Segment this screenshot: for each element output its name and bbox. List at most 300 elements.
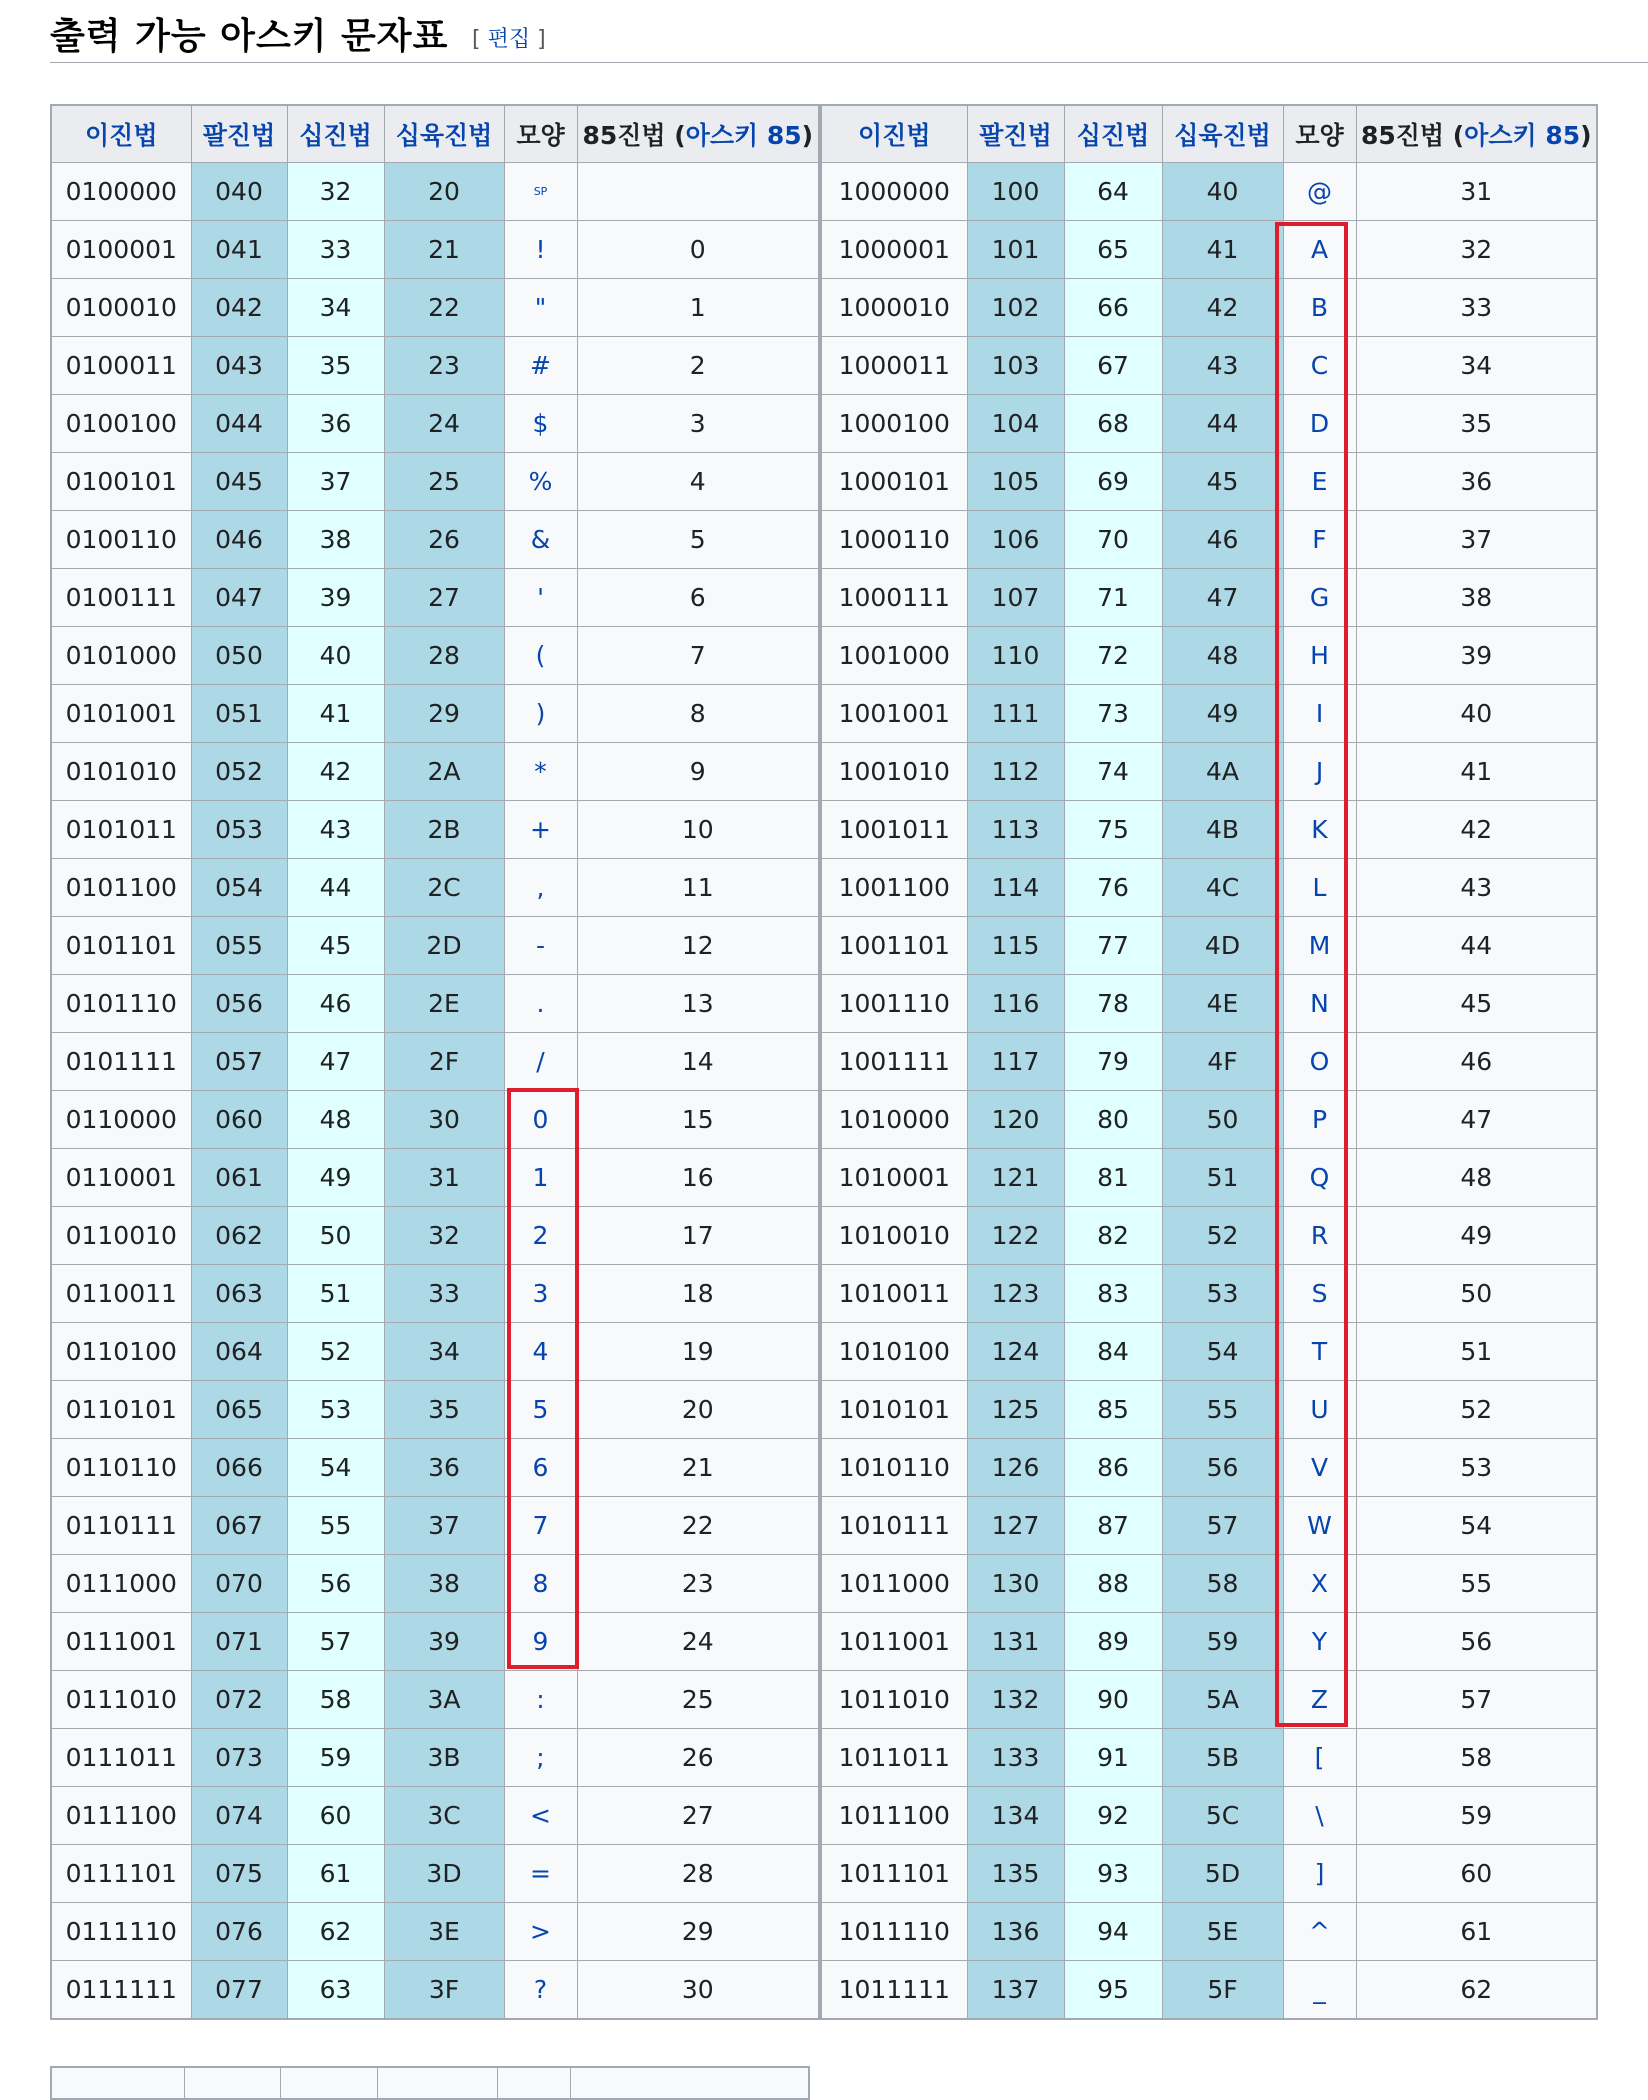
decimal-cell: 51 — [287, 1265, 384, 1323]
octal-cell: 111 — [967, 685, 1064, 743]
header-row — [821, 105, 1597, 163]
octal-cell: 137 — [967, 1961, 1064, 2020]
hex-cell: 27 — [384, 569, 504, 627]
hex-cell: 4E — [1162, 975, 1283, 1033]
hex-cell: 50 — [1162, 1091, 1283, 1149]
table-row — [821, 279, 1597, 337]
base85-cell: 23 — [577, 1555, 819, 1613]
base85-cell: 10 — [577, 801, 819, 859]
base85-cell: 4 — [577, 453, 819, 511]
table-row — [821, 221, 1597, 279]
octal-cell: 053 — [191, 801, 287, 859]
glyph-cell[interactable]: L — [1283, 859, 1356, 917]
table-row — [51, 1149, 819, 1207]
glyph-cell[interactable]: R — [1283, 1207, 1356, 1265]
hex-cell: 4C — [1162, 859, 1283, 917]
octal-cell: 120 — [967, 1091, 1064, 1149]
hex-cell: 44 — [1162, 395, 1283, 453]
table-row — [821, 511, 1597, 569]
hex-cell: 53 — [1162, 1265, 1283, 1323]
table-row — [51, 395, 819, 453]
header-decimal[interactable] — [287, 105, 384, 163]
binary-cell: 0101101 — [51, 917, 191, 975]
table-row — [821, 1903, 1597, 1961]
decimal-cell: 65 — [1064, 221, 1162, 279]
decimal-cell: 71 — [1064, 569, 1162, 627]
header-decimal-link[interactable]: 십진법 — [299, 121, 372, 150]
glyph-cell[interactable]: Z — [1283, 1671, 1356, 1729]
hex-cell: 25 — [384, 453, 504, 511]
base85-cell: 39 — [1356, 627, 1597, 685]
glyph-cell[interactable]: = — [504, 1845, 577, 1903]
decimal-cell: 52 — [287, 1323, 384, 1381]
hex-cell: 28 — [384, 627, 504, 685]
hex-cell: 55 — [1162, 1381, 1283, 1439]
ascii-table-right — [820, 104, 1598, 2020]
decimal-cell: 48 — [287, 1091, 384, 1149]
hex-cell: 45 — [1162, 453, 1283, 511]
binary-cell: 0111000 — [51, 1555, 191, 1613]
octal-cell: 054 — [191, 859, 287, 917]
base85-cell: 41 — [1356, 743, 1597, 801]
header-base85 — [1356, 105, 1597, 163]
glyph-cell[interactable]: ; — [504, 1729, 577, 1787]
next-table-top-edge — [50, 2066, 810, 2100]
binary-cell: 1001011 — [821, 801, 967, 859]
base85-cell: 38 — [1356, 569, 1597, 627]
glyph-cell[interactable]: U — [1283, 1381, 1356, 1439]
hex-cell: 23 — [384, 337, 504, 395]
table-row — [51, 1845, 819, 1903]
hex-cell: 26 — [384, 511, 504, 569]
binary-cell: 1011010 — [821, 1671, 967, 1729]
glyph-cell[interactable]: 6 — [504, 1439, 577, 1497]
table-row — [51, 1555, 819, 1613]
binary-cell: 0110100 — [51, 1323, 191, 1381]
glyph-cell[interactable]: B — [1283, 279, 1356, 337]
glyph-cell[interactable]: / — [504, 1033, 577, 1091]
table-row — [821, 1845, 1597, 1903]
table-row — [821, 1265, 1597, 1323]
decimal-cell: 78 — [1064, 975, 1162, 1033]
hex-cell: 48 — [1162, 627, 1283, 685]
decimal-cell: 40 — [287, 627, 384, 685]
binary-cell: 1001111 — [821, 1033, 967, 1091]
binary-cell: 0110010 — [51, 1207, 191, 1265]
hex-cell: 30 — [384, 1091, 504, 1149]
glyph-cell[interactable]: : — [504, 1671, 577, 1729]
binary-cell: 0101111 — [51, 1033, 191, 1091]
glyph-cell[interactable]: D — [1283, 395, 1356, 453]
header-hex-link[interactable]: 십육진법 — [1174, 121, 1271, 150]
decimal-cell: 37 — [287, 453, 384, 511]
decimal-cell: 74 — [1064, 743, 1162, 801]
header-base85 — [577, 105, 819, 163]
glyph-cell[interactable]: K — [1283, 801, 1356, 859]
glyph-cell[interactable]: + — [504, 801, 577, 859]
octal-cell: 112 — [967, 743, 1064, 801]
glyph-cell[interactable]: , — [504, 859, 577, 917]
decimal-cell: 94 — [1064, 1903, 1162, 1961]
glyph-cell[interactable]: W — [1283, 1497, 1356, 1555]
glyph-cell[interactable]: Q — [1283, 1149, 1356, 1207]
table-row — [51, 453, 819, 511]
binary-cell: 0101011 — [51, 801, 191, 859]
octal-cell: 105 — [967, 453, 1064, 511]
table-row — [821, 163, 1597, 221]
hex-cell: 59 — [1162, 1613, 1283, 1671]
glyph-cell[interactable]: A — [1283, 221, 1356, 279]
glyph-cell[interactable]: 0 — [504, 1091, 577, 1149]
base85-cell: 51 — [1356, 1323, 1597, 1381]
glyph-cell[interactable]: H — [1283, 627, 1356, 685]
binary-cell: 1001001 — [821, 685, 967, 743]
base85-cell: 45 — [1356, 975, 1597, 1033]
glyph-cell[interactable]: 4 — [504, 1323, 577, 1381]
binary-cell: 1001101 — [821, 917, 967, 975]
binary-cell: 0110110 — [51, 1439, 191, 1497]
glyph-cell[interactable]: _ — [1283, 1961, 1356, 2020]
header-binary[interactable] — [821, 105, 967, 163]
base85-cell: 36 — [1356, 453, 1597, 511]
decimal-cell: 53 — [287, 1381, 384, 1439]
glyph-cell[interactable]: # — [504, 337, 577, 395]
table-row — [51, 1381, 819, 1439]
decimal-cell: 90 — [1064, 1671, 1162, 1729]
base85-cell: 44 — [1356, 917, 1597, 975]
binary-cell: 1000110 — [821, 511, 967, 569]
table-row — [51, 627, 819, 685]
glyph-cell[interactable]: I — [1283, 685, 1356, 743]
base85-cell: 14 — [577, 1033, 819, 1091]
glyph-cell[interactable]: - — [504, 917, 577, 975]
octal-cell: 064 — [191, 1323, 287, 1381]
hex-cell: 49 — [1162, 685, 1283, 743]
hex-cell: 42 — [1162, 279, 1283, 337]
glyph-cell[interactable]: [ — [1283, 1729, 1356, 1787]
table-row — [51, 1265, 819, 1323]
table-row — [821, 859, 1597, 917]
octal-cell: 117 — [967, 1033, 1064, 1091]
decimal-cell: 33 — [287, 221, 384, 279]
hex-cell: 21 — [384, 221, 504, 279]
binary-cell: 0100100 — [51, 395, 191, 453]
decimal-cell: 85 — [1064, 1381, 1162, 1439]
table-row — [51, 1671, 819, 1729]
octal-cell: 123 — [967, 1265, 1064, 1323]
base85-cell: 3 — [577, 395, 819, 453]
octal-cell: 116 — [967, 975, 1064, 1033]
table-row — [51, 1787, 819, 1845]
ascii-table-left — [50, 104, 820, 2020]
table-row — [821, 1555, 1597, 1613]
decimal-cell: 54 — [287, 1439, 384, 1497]
edit-link[interactable]: 편집 — [487, 27, 531, 52]
base85-cell: 18 — [577, 1265, 819, 1323]
table-row — [821, 1729, 1597, 1787]
hex-cell: 2D — [384, 917, 504, 975]
glyph-cell[interactable]: S — [1283, 1265, 1356, 1323]
octal-cell: 131 — [967, 1613, 1064, 1671]
header-base85-suffix: ) — [1580, 121, 1592, 150]
header-hex[interactable] — [1162, 105, 1283, 163]
hex-cell: 5B — [1162, 1729, 1283, 1787]
header-base85-link[interactable]: 아스키 85 — [1464, 121, 1581, 150]
hex-cell: 39 — [384, 1613, 504, 1671]
header-binary[interactable] — [51, 105, 191, 163]
decimal-cell: 50 — [287, 1207, 384, 1265]
octal-cell: 074 — [191, 1787, 287, 1845]
edit-bracket-open: [ — [472, 27, 481, 52]
binary-cell: 0110011 — [51, 1265, 191, 1323]
base85-cell: 1 — [577, 279, 819, 337]
glyph-cell[interactable]: ( — [504, 627, 577, 685]
glyph-cell[interactable]: F — [1283, 511, 1356, 569]
glyph-cell[interactable]: * — [504, 743, 577, 801]
header-binary-link[interactable]: 이진법 — [858, 121, 931, 150]
decimal-cell: 57 — [287, 1613, 384, 1671]
glyph-cell[interactable]: @ — [1283, 163, 1356, 221]
hex-cell: 47 — [1162, 569, 1283, 627]
glyph-cell[interactable]: X — [1283, 1555, 1356, 1613]
glyph-cell[interactable]: 5 — [504, 1381, 577, 1439]
octal-cell: 052 — [191, 743, 287, 801]
table-row — [821, 1207, 1597, 1265]
glyph-cell[interactable]: . — [504, 975, 577, 1033]
header-octal-link[interactable]: 팔진법 — [202, 121, 276, 150]
table-row — [51, 1903, 819, 1961]
hex-cell: 5D — [1162, 1845, 1283, 1903]
hex-cell: 4B — [1162, 801, 1283, 859]
hex-cell: 24 — [384, 395, 504, 453]
binary-cell: 0101100 — [51, 859, 191, 917]
glyph-cell[interactable]: ! — [504, 221, 577, 279]
decimal-cell: 32 — [287, 163, 384, 221]
table-row — [51, 1961, 819, 2020]
decimal-cell: 68 — [1064, 395, 1162, 453]
glyph-cell[interactable]: V — [1283, 1439, 1356, 1497]
base85-cell: 54 — [1356, 1497, 1597, 1555]
glyph-cell[interactable]: 8 — [504, 1555, 577, 1613]
hex-cell: 32 — [384, 1207, 504, 1265]
base85-cell: 55 — [1356, 1555, 1597, 1613]
table-row — [51, 337, 819, 395]
binary-cell: 1011111 — [821, 1961, 967, 2020]
base85-cell: 29 — [577, 1903, 819, 1961]
base85-cell: 48 — [1356, 1149, 1597, 1207]
base85-cell: 19 — [577, 1323, 819, 1381]
section-heading — [50, 0, 1648, 63]
base85-cell: 0 — [577, 221, 819, 279]
base85-cell: 30 — [577, 1961, 819, 2020]
octal-cell: 067 — [191, 1497, 287, 1555]
base85-cell: 16 — [577, 1149, 819, 1207]
glyph-cell[interactable]: 2 — [504, 1207, 577, 1265]
glyph-cell[interactable]: SP — [504, 163, 577, 221]
binary-cell: 0110000 — [51, 1091, 191, 1149]
decimal-cell: 35 — [287, 337, 384, 395]
decimal-cell: 42 — [287, 743, 384, 801]
table-row — [821, 395, 1597, 453]
header-glyph: 모양 — [1283, 105, 1356, 163]
table-row — [51, 743, 819, 801]
glyph-cell[interactable]: P — [1283, 1091, 1356, 1149]
glyph-cell[interactable]: ^ — [1283, 1903, 1356, 1961]
glyph-cell[interactable]: < — [504, 1787, 577, 1845]
glyph-cell[interactable]: N — [1283, 975, 1356, 1033]
table-row — [51, 279, 819, 337]
glyph-cell[interactable]: 9 — [504, 1613, 577, 1671]
header-base85-link[interactable]: 아스키 85 — [685, 121, 802, 150]
glyph-cell[interactable]: ' — [504, 569, 577, 627]
table-row — [51, 569, 819, 627]
glyph-cell[interactable]: 7 — [504, 1497, 577, 1555]
header-row — [51, 105, 819, 163]
octal-cell: 047 — [191, 569, 287, 627]
octal-cell: 041 — [191, 221, 287, 279]
base85-cell: 62 — [1356, 1961, 1597, 2020]
binary-cell: 0100101 — [51, 453, 191, 511]
decimal-cell: 66 — [1064, 279, 1162, 337]
header-decimal[interactable] — [1064, 105, 1162, 163]
base85-cell: 33 — [1356, 279, 1597, 337]
hex-cell: 4D — [1162, 917, 1283, 975]
octal-cell: 072 — [191, 1671, 287, 1729]
table-row — [51, 975, 819, 1033]
table-row — [821, 743, 1597, 801]
binary-cell: 1011110 — [821, 1903, 967, 1961]
glyph-cell[interactable]: & — [504, 511, 577, 569]
decimal-cell: 36 — [287, 395, 384, 453]
octal-cell: 107 — [967, 569, 1064, 627]
glyph-cell[interactable]: % — [504, 453, 577, 511]
header-octal-link[interactable]: 팔진법 — [979, 121, 1052, 150]
table-row — [821, 1787, 1597, 1845]
binary-cell: 1000111 — [821, 569, 967, 627]
glyph-cell[interactable]: E — [1283, 453, 1356, 511]
table-row — [51, 685, 819, 743]
table-row — [821, 453, 1597, 511]
hex-cell: 41 — [1162, 221, 1283, 279]
header-octal[interactable] — [191, 105, 287, 163]
header-hex[interactable] — [384, 105, 504, 163]
octal-cell: 136 — [967, 1903, 1064, 1961]
table-row — [821, 569, 1597, 627]
table-row — [51, 1207, 819, 1265]
glyph-cell[interactable]: O — [1283, 1033, 1356, 1091]
binary-cell: 1010000 — [821, 1091, 967, 1149]
binary-cell: 1010110 — [821, 1439, 967, 1497]
glyph-cell[interactable]: C — [1283, 337, 1356, 395]
octal-cell: 062 — [191, 1207, 287, 1265]
hex-cell: 40 — [1162, 163, 1283, 221]
octal-cell: 132 — [967, 1671, 1064, 1729]
glyph-cell[interactable]: \ — [1283, 1787, 1356, 1845]
table-row — [51, 511, 819, 569]
decimal-cell: 67 — [1064, 337, 1162, 395]
header-binary-link[interactable]: 이진법 — [85, 121, 158, 150]
glyph-cell[interactable]: " — [504, 279, 577, 337]
hex-cell: 36 — [384, 1439, 504, 1497]
decimal-cell: 56 — [287, 1555, 384, 1613]
binary-cell: 1000000 — [821, 163, 967, 221]
header-base85-prefix: 85진법 ( — [582, 121, 686, 150]
decimal-cell: 55 — [287, 1497, 384, 1555]
binary-cell: 1010001 — [821, 1149, 967, 1207]
glyph-cell[interactable]: T — [1283, 1323, 1356, 1381]
glyph-cell[interactable]: > — [504, 1903, 577, 1961]
glyph-cell[interactable]: G — [1283, 569, 1356, 627]
base85-cell: 26 — [577, 1729, 819, 1787]
glyph-cell[interactable]: J — [1283, 743, 1356, 801]
hex-cell: 2E — [384, 975, 504, 1033]
glyph-cell[interactable]: 1 — [504, 1149, 577, 1207]
binary-cell: 0100000 — [51, 163, 191, 221]
hex-cell: 2A — [384, 743, 504, 801]
header-hex-link[interactable]: 십육진법 — [395, 121, 493, 150]
base85-cell: 37 — [1356, 511, 1597, 569]
decimal-cell: 62 — [287, 1903, 384, 1961]
hex-cell: 56 — [1162, 1439, 1283, 1497]
hex-cell: 4A — [1162, 743, 1283, 801]
binary-cell: 0100011 — [51, 337, 191, 395]
table-row — [821, 1613, 1597, 1671]
header-decimal-link[interactable]: 십진법 — [1076, 121, 1150, 150]
hex-cell: 35 — [384, 1381, 504, 1439]
hex-cell: 22 — [384, 279, 504, 337]
octal-cell: 060 — [191, 1091, 287, 1149]
glyph-cell[interactable]: $ — [504, 395, 577, 453]
glyph-cell[interactable]: ] — [1283, 1845, 1356, 1903]
decimal-cell: 61 — [287, 1845, 384, 1903]
glyph-cell[interactable]: 3 — [504, 1265, 577, 1323]
table-row — [51, 1323, 819, 1381]
octal-cell: 104 — [967, 395, 1064, 453]
octal-cell: 075 — [191, 1845, 287, 1903]
octal-cell: 130 — [967, 1555, 1064, 1613]
glyph-cell[interactable]: ) — [504, 685, 577, 743]
octal-cell: 063 — [191, 1265, 287, 1323]
glyph-cell[interactable]: Y — [1283, 1613, 1356, 1671]
page-title: 출력 가능 아스키 문자표 — [50, 16, 449, 57]
table-row — [821, 1323, 1597, 1381]
binary-cell: 1000010 — [821, 279, 967, 337]
decimal-cell: 89 — [1064, 1613, 1162, 1671]
hex-cell: 3F — [384, 1961, 504, 2020]
binary-cell: 1001000 — [821, 627, 967, 685]
table-body-right — [821, 163, 1597, 2020]
header-octal[interactable] — [967, 105, 1064, 163]
glyph-cell[interactable]: M — [1283, 917, 1356, 975]
decimal-cell: 76 — [1064, 859, 1162, 917]
decimal-cell: 70 — [1064, 511, 1162, 569]
octal-cell: 061 — [191, 1149, 287, 1207]
octal-cell: 071 — [191, 1613, 287, 1671]
glyph-cell[interactable]: ? — [504, 1961, 577, 2020]
binary-cell: 1000100 — [821, 395, 967, 453]
edit-section-link — [472, 22, 546, 53]
decimal-cell: 58 — [287, 1671, 384, 1729]
octal-cell: 103 — [967, 337, 1064, 395]
hex-cell: 3A — [384, 1671, 504, 1729]
decimal-cell: 34 — [287, 279, 384, 337]
octal-cell: 055 — [191, 917, 287, 975]
hex-cell: 57 — [1162, 1497, 1283, 1555]
binary-cell: 0100001 — [51, 221, 191, 279]
decimal-cell: 63 — [287, 1961, 384, 2020]
base85-cell: 15 — [577, 1091, 819, 1149]
table-row — [821, 337, 1597, 395]
